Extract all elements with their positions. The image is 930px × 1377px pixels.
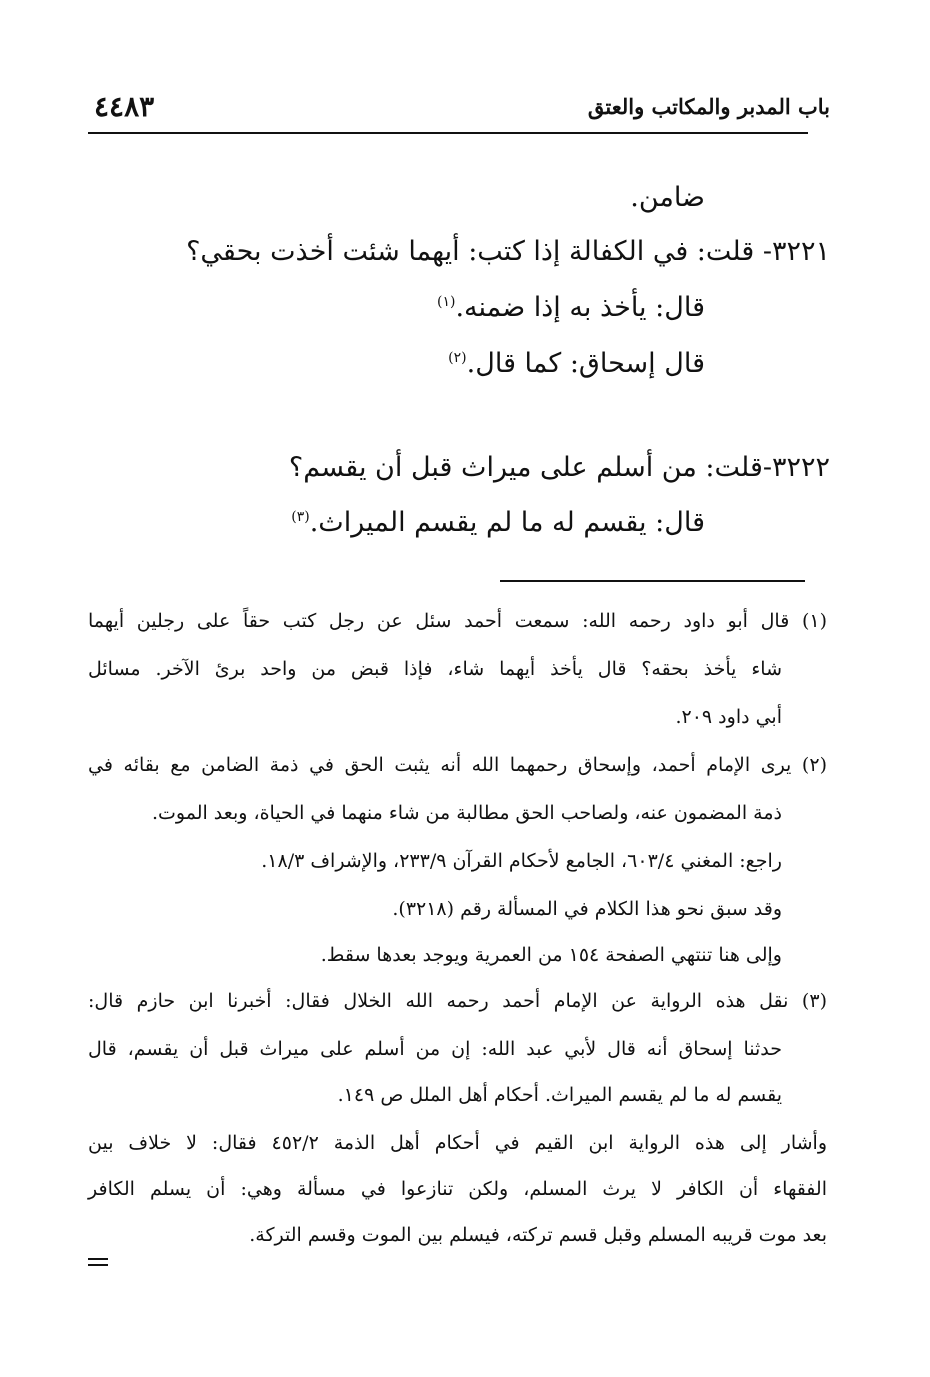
answer-text: قال: يأخذ به إذا ضمنه. — [455, 292, 705, 323]
footnote-ref-1[interactable]: (١) — [436, 294, 456, 310]
footnote-1-line: (١) قال أبو داود رحمه الله: سمعت أحمد سئل عن رجل كتب حقاً على رجلين أيهما — [88, 610, 827, 632]
footnote-2-line: وإلى هنا تنتهي الصفحة ١٥٤ من العمرية ويوجد بعدها سقط. — [320, 944, 782, 966]
answer-line-2 — [291, 507, 705, 538]
page-number: ٤٤٨٣ — [94, 90, 155, 123]
continuation-mark — [88, 1258, 108, 1270]
answer-text-2: قال: يقسم له ما لم يقسم الميراث. — [309, 507, 705, 538]
answer-line — [437, 292, 705, 323]
ishaq-text: قال إسحاق: كما قال. — [466, 348, 705, 379]
footnote-3-line: بعد موت قريبه المسلم وقبل قسم تركته، فيسلم بين الموت وقسم التركة. — [249, 1224, 827, 1246]
footnote-ref-3[interactable]: (٣) — [291, 509, 310, 525]
footnote-3-line: الفقهاء أن الكافر لا يرث المسلم، ولكن تنازعوا في مسألة وهي: أن يسلم الكافر — [88, 1178, 827, 1200]
header-divider — [88, 132, 808, 134]
ishaq-line — [448, 348, 705, 379]
footnote-1-line: أبي داود ٢٠٩. — [675, 706, 782, 728]
footnote-3-line: حدثنا إسحاق أنه قال لأبي عبد الله: إن من أسلم على ميراث قبل أن يقسم، قال — [88, 1038, 782, 1060]
question-3222: ٣٢٢٢-قلت: من أسلم على ميراث قبل أن يقسم؟ — [288, 452, 830, 483]
footnote-divider — [500, 580, 805, 582]
footnote-3-line: (٣) نقل هذه الرواية عن الإمام أحمد رحمه الله الخلال فقال: أخبرنا ابن حازم قال: — [88, 990, 827, 1012]
footnote-2-line: وقد سبق نحو هذا الكلام في المسألة رقم (٣٢١٨). — [392, 898, 782, 920]
footnote-ref-2[interactable]: (٢) — [448, 350, 467, 366]
footnote-3-line: وأشار إلى هذه الرواية ابن القيم في أحكام أهل الذمة ٤٥٢/٢ فقال: لا خلاف بين — [88, 1132, 827, 1154]
footnote-2-line: راجع: المغني ٦٠٣/٤، الجامع لأحكام القرآن ٢٣٣/٩، والإشراف ١٨/٣. — [261, 850, 782, 872]
chapter-title: باب المدبر والمكاتب والعتق — [587, 94, 830, 119]
footnote-2-line: (٢) يرى الإمام أحمد، وإسحاق رحمهما الله أنه يثبت الحق في ذمة الضامن مع بقائه في — [88, 754, 827, 776]
footnote-1-line: شاء يأخذ بحقه؟ قال يأخذ أيهما شاء، فإذا قبض من واحد برئ الآخر. مسائل — [88, 658, 782, 680]
footnote-3-line: يقسم له ما لم يقسم الميراث. أحكام أهل الملل ص ١٤٩. — [337, 1084, 782, 1106]
text-line: ضامن. — [630, 182, 705, 213]
question-3221: ٣٢٢١- قلت: في الكفالة إذا كتب: أيهما شئت أخذت بحقي؟ — [186, 236, 830, 267]
footnote-2-line: ذمة المضمون عنه، ولصاحب الحق مطالبة من شاء منهما في الحياة، وبعد الموت. — [151, 802, 782, 824]
